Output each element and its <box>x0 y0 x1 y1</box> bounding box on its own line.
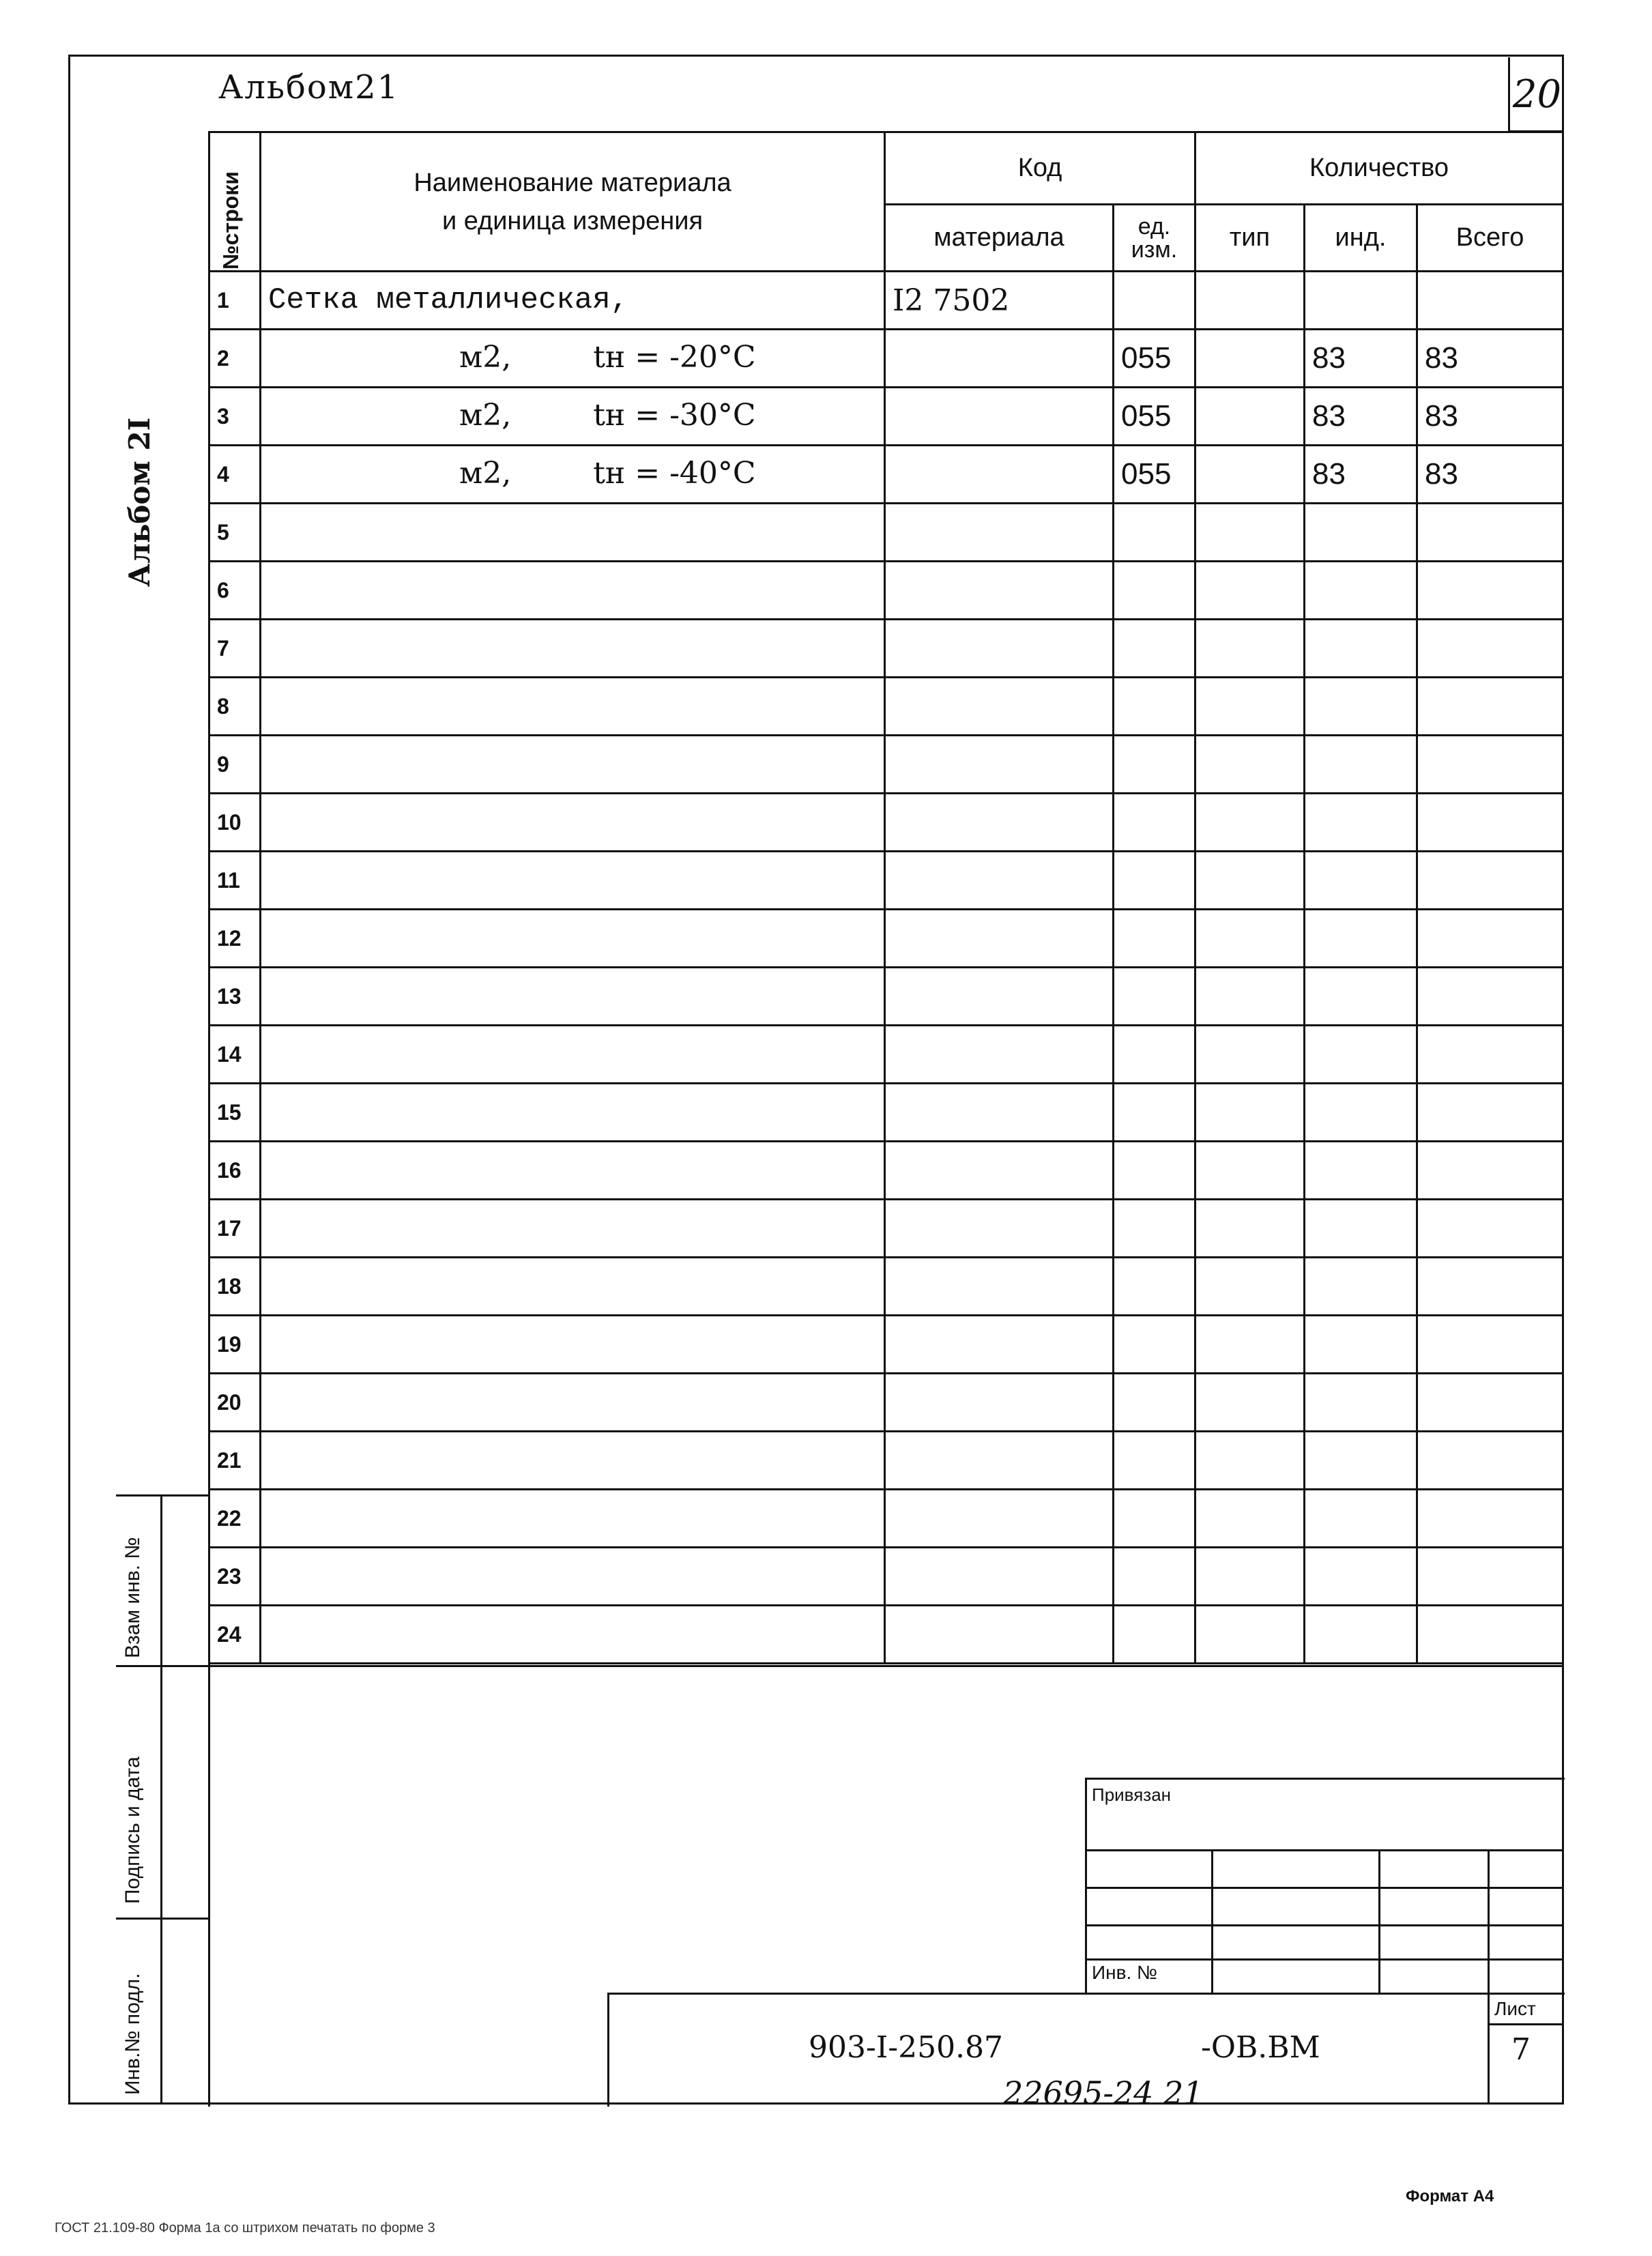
unit-name: м2, <box>459 456 512 491</box>
row-number: 3 <box>209 388 261 446</box>
material-name <box>261 736 885 794</box>
qty-type <box>1195 1316 1305 1374</box>
material-code <box>885 794 1114 852</box>
qty-total <box>1417 1142 1563 1200</box>
qty-ind: 83 <box>1305 388 1417 446</box>
qty-ind <box>1305 736 1417 794</box>
material-code <box>885 1084 1114 1142</box>
table-row <box>209 1258 1563 1316</box>
qty-total: 83 <box>1417 330 1563 388</box>
qty-total <box>1417 1432 1563 1490</box>
material-code <box>885 620 1114 678</box>
qty-total <box>1417 1026 1563 1084</box>
table-row <box>209 1548 1563 1606</box>
qty-total <box>1417 736 1563 794</box>
qty-ind <box>1305 1490 1417 1548</box>
qty-ind <box>1305 1606 1417 1664</box>
row-number: 7 <box>209 620 261 678</box>
header-type: тип <box>1195 205 1305 272</box>
header-row-no: №строки <box>209 132 261 272</box>
material-name <box>261 562 885 620</box>
material-code <box>885 1026 1114 1084</box>
table-row <box>209 1606 1563 1664</box>
doc-suffix: -ОВ.ВМ <box>1201 2030 1320 2065</box>
table-row <box>209 620 1563 678</box>
row-number: 11 <box>209 852 261 910</box>
material-table <box>208 131 1564 1664</box>
qty-ind <box>1305 968 1417 1026</box>
table-row <box>209 678 1563 736</box>
design-temperature: tн = -40°C <box>593 456 756 491</box>
qty-total <box>1417 1606 1563 1664</box>
qty-total <box>1417 1258 1563 1316</box>
qty-type <box>1195 794 1305 852</box>
material-name <box>261 1374 885 1432</box>
list-label: Лист <box>1494 1998 1536 2019</box>
qty-ind <box>1305 1374 1417 1432</box>
material-code <box>885 1606 1114 1664</box>
privyazan-vline-2 <box>1378 1849 1380 1993</box>
privyazan-label: Привязан <box>1092 1784 1172 1805</box>
qty-total <box>1417 620 1563 678</box>
unit-code <box>1114 1026 1195 1084</box>
list-value: 7 <box>1511 2032 1531 2067</box>
qty-type <box>1195 1258 1305 1316</box>
material-name <box>261 1606 885 1664</box>
material-name <box>261 1084 885 1142</box>
qty-type <box>1195 620 1305 678</box>
row-number: 22 <box>209 1490 261 1548</box>
material-name <box>261 678 885 736</box>
material-code <box>885 678 1114 736</box>
material-name <box>261 1026 885 1084</box>
doc-code: 903-I-250.87 <box>809 2030 1004 2065</box>
qty-type <box>1195 1374 1305 1432</box>
material-name <box>261 1432 885 1490</box>
qty-type <box>1195 1142 1305 1200</box>
table-row <box>209 446 1563 504</box>
qty-type <box>1195 1432 1305 1490</box>
material-code <box>885 1316 1114 1374</box>
material-code <box>885 1200 1114 1258</box>
privyazan-vline-1 <box>1211 1849 1213 1993</box>
handwritten-number: 22695-24 21 <box>1003 2074 1204 2111</box>
qty-total <box>1417 1084 1563 1142</box>
table-row <box>209 736 1563 794</box>
qty-ind <box>1305 1026 1417 1084</box>
qty-total: 83 <box>1417 388 1563 446</box>
qty-type <box>1195 504 1305 562</box>
unit-code <box>1114 1606 1195 1664</box>
qty-total <box>1417 1200 1563 1258</box>
material-name <box>261 620 885 678</box>
row-number: 5 <box>209 504 261 562</box>
material-code <box>885 446 1114 504</box>
unit-code <box>1114 1490 1195 1548</box>
qty-type <box>1195 446 1305 504</box>
table-row <box>209 968 1563 1026</box>
side-stamp-line-2 <box>116 1918 208 1920</box>
qty-total <box>1417 504 1563 562</box>
material-code: I2 7502 <box>885 272 1114 330</box>
unit-code: 055 <box>1114 388 1195 446</box>
qty-total <box>1417 968 1563 1026</box>
unit-code <box>1114 620 1195 678</box>
qty-ind <box>1305 620 1417 678</box>
material-code <box>885 910 1114 968</box>
material-code <box>885 1548 1114 1606</box>
qty-total <box>1417 852 1563 910</box>
row-number: 19 <box>209 1316 261 1374</box>
unit-code <box>1114 1316 1195 1374</box>
side-stamp-line-1 <box>116 1665 208 1667</box>
qty-ind <box>1305 1316 1417 1374</box>
material-name <box>261 1142 885 1200</box>
material-code <box>885 852 1114 910</box>
unit-code <box>1114 562 1195 620</box>
list-divider <box>1488 1993 1490 2105</box>
material-name <box>261 794 885 852</box>
table-row <box>209 1084 1563 1142</box>
qty-ind <box>1305 1432 1417 1490</box>
privyazan-line-3 <box>1085 1924 1563 1926</box>
qty-type <box>1195 330 1305 388</box>
material-code <box>885 330 1114 388</box>
unit-code <box>1114 504 1195 562</box>
material-name <box>261 968 885 1026</box>
row-number: 24 <box>209 1606 261 1664</box>
qty-ind: 83 <box>1305 446 1417 504</box>
table-row <box>209 1200 1563 1258</box>
qty-ind <box>1305 1200 1417 1258</box>
material-code <box>885 388 1114 446</box>
qty-ind: 83 <box>1305 330 1417 388</box>
unit-code: 055 <box>1114 446 1195 504</box>
qty-total <box>1417 562 1563 620</box>
row-number: 17 <box>209 1200 261 1258</box>
unit-code <box>1114 794 1195 852</box>
album-title-top: Альбом21 <box>218 68 400 106</box>
qty-ind <box>1305 910 1417 968</box>
material-code <box>885 1432 1114 1490</box>
row-number: 15 <box>209 1084 261 1142</box>
material-code <box>885 1142 1114 1200</box>
list-line <box>1488 2023 1563 2025</box>
design-temperature: tн = -30°C <box>593 398 756 433</box>
material-name <box>261 1316 885 1374</box>
design-temperature: tн = -20°C <box>593 340 756 375</box>
qty-total <box>1417 272 1563 330</box>
qty-type <box>1195 562 1305 620</box>
material-name <box>261 1200 885 1258</box>
qty-ind <box>1305 678 1417 736</box>
qty-ind <box>1305 1548 1417 1606</box>
qty-type <box>1195 910 1305 968</box>
header-total: Всего <box>1417 205 1563 272</box>
privyazan-vline-3 <box>1488 1849 1490 1993</box>
qty-total <box>1417 794 1563 852</box>
material-code <box>885 504 1114 562</box>
material-name <box>261 330 885 388</box>
qty-type <box>1195 388 1305 446</box>
row-number: 20 <box>209 1374 261 1432</box>
qty-type <box>1195 1606 1305 1664</box>
qty-type <box>1195 1084 1305 1142</box>
privyazan-line-1 <box>1085 1849 1563 1851</box>
unit-name: м2, <box>459 340 512 375</box>
unit-code <box>1114 1258 1195 1316</box>
table-row <box>209 852 1563 910</box>
qty-type <box>1195 1026 1305 1084</box>
material-name <box>261 446 885 504</box>
table-row <box>209 1374 1563 1432</box>
material-code <box>885 562 1114 620</box>
header-material: материала <box>885 205 1114 272</box>
header-ind: инд. <box>1305 205 1417 272</box>
qty-ind <box>1305 794 1417 852</box>
table-row <box>209 1490 1563 1548</box>
header-name: Наименование материала и единица измерения <box>261 132 885 272</box>
row-number: 8 <box>209 678 261 736</box>
material-name <box>261 1258 885 1316</box>
qty-type <box>1195 272 1305 330</box>
page-number: 20 <box>1508 57 1564 132</box>
privyazan-line-2 <box>1085 1887 1563 1889</box>
unit-code <box>1114 736 1195 794</box>
material-name: Сетка металлическая, <box>261 272 885 330</box>
material-code <box>885 968 1114 1026</box>
material-code <box>885 1490 1114 1548</box>
unit-code <box>1114 1374 1195 1432</box>
material-name <box>261 1548 885 1606</box>
material-code <box>885 1374 1114 1432</box>
qty-type <box>1195 968 1305 1026</box>
table-row <box>209 504 1563 562</box>
qty-type <box>1195 852 1305 910</box>
unit-code <box>1114 678 1195 736</box>
material-name <box>261 388 885 446</box>
qty-total <box>1417 678 1563 736</box>
row-number: 9 <box>209 736 261 794</box>
row-number: 2 <box>209 330 261 388</box>
table-row <box>209 1316 1563 1374</box>
qty-type <box>1195 1490 1305 1548</box>
row-number: 21 <box>209 1432 261 1490</box>
row-number: 18 <box>209 1258 261 1316</box>
unit-code <box>1114 1200 1195 1258</box>
table-row <box>209 562 1563 620</box>
qty-ind <box>1305 1142 1417 1200</box>
table-row <box>209 1026 1563 1084</box>
table-row <box>209 330 1563 388</box>
qty-ind <box>1305 272 1417 330</box>
material-name <box>261 910 885 968</box>
row-number: 10 <box>209 794 261 852</box>
format-label: Формат А4 <box>1406 2187 1494 2206</box>
qty-total: 83 <box>1417 446 1563 504</box>
material-name <box>261 852 885 910</box>
row-number: 16 <box>209 1142 261 1200</box>
qty-ind <box>1305 504 1417 562</box>
qty-total <box>1417 1374 1563 1432</box>
table-row <box>209 910 1563 968</box>
row-number: 23 <box>209 1548 261 1606</box>
side-label-inv-podl: Инв.№ подл. <box>121 1973 144 2095</box>
unit-code <box>1114 968 1195 1026</box>
table-row <box>209 1142 1563 1200</box>
qty-ind <box>1305 1084 1417 1142</box>
qty-ind <box>1305 852 1417 910</box>
unit-code <box>1114 852 1195 910</box>
table-row <box>209 388 1563 446</box>
qty-ind <box>1305 562 1417 620</box>
qty-type <box>1195 736 1305 794</box>
header-code: Код <box>885 132 1195 205</box>
qty-total <box>1417 1316 1563 1374</box>
album-title-side: Альбом 2I <box>123 417 156 587</box>
row-number: 4 <box>209 446 261 504</box>
row-number: 14 <box>209 1026 261 1084</box>
privyazan-line-4 <box>1085 1958 1563 1961</box>
header-quantity: Количество <box>1195 132 1563 205</box>
material-name <box>261 1490 885 1548</box>
row-number: 12 <box>209 910 261 968</box>
unit-name: м2, <box>459 398 512 433</box>
unit-code <box>1114 1548 1195 1606</box>
header-unit: ед. изм. <box>1114 205 1195 272</box>
gost-footer: ГОСТ 21.109-80 Форма 1а со штрихом печатать по форме 3 <box>55 2221 435 2236</box>
unit-code <box>1114 1142 1195 1200</box>
unit-code <box>1114 272 1195 330</box>
qty-total <box>1417 910 1563 968</box>
qty-total <box>1417 1548 1563 1606</box>
qty-type <box>1195 1200 1305 1258</box>
unit-code <box>1114 1432 1195 1490</box>
side-label-vzam: Взам инв. № <box>121 1537 144 1658</box>
unit-code: 055 <box>1114 330 1195 388</box>
qty-type <box>1195 678 1305 736</box>
qty-total <box>1417 1490 1563 1548</box>
table-row <box>209 272 1563 330</box>
unit-code <box>1114 1084 1195 1142</box>
material-code <box>885 736 1114 794</box>
table-row <box>209 1432 1563 1490</box>
qty-ind <box>1305 1258 1417 1316</box>
side-label-podpis: Подпись и дата <box>121 1756 144 1904</box>
inv-no-label: Инв. № <box>1092 1962 1158 1983</box>
table-row <box>209 794 1563 852</box>
material-name <box>261 504 885 562</box>
row-number: 6 <box>209 562 261 620</box>
qty-type <box>1195 1548 1305 1606</box>
unit-code <box>1114 910 1195 968</box>
row-number: 1 <box>209 272 261 330</box>
material-code <box>885 1258 1114 1316</box>
row-number: 13 <box>209 968 261 1026</box>
